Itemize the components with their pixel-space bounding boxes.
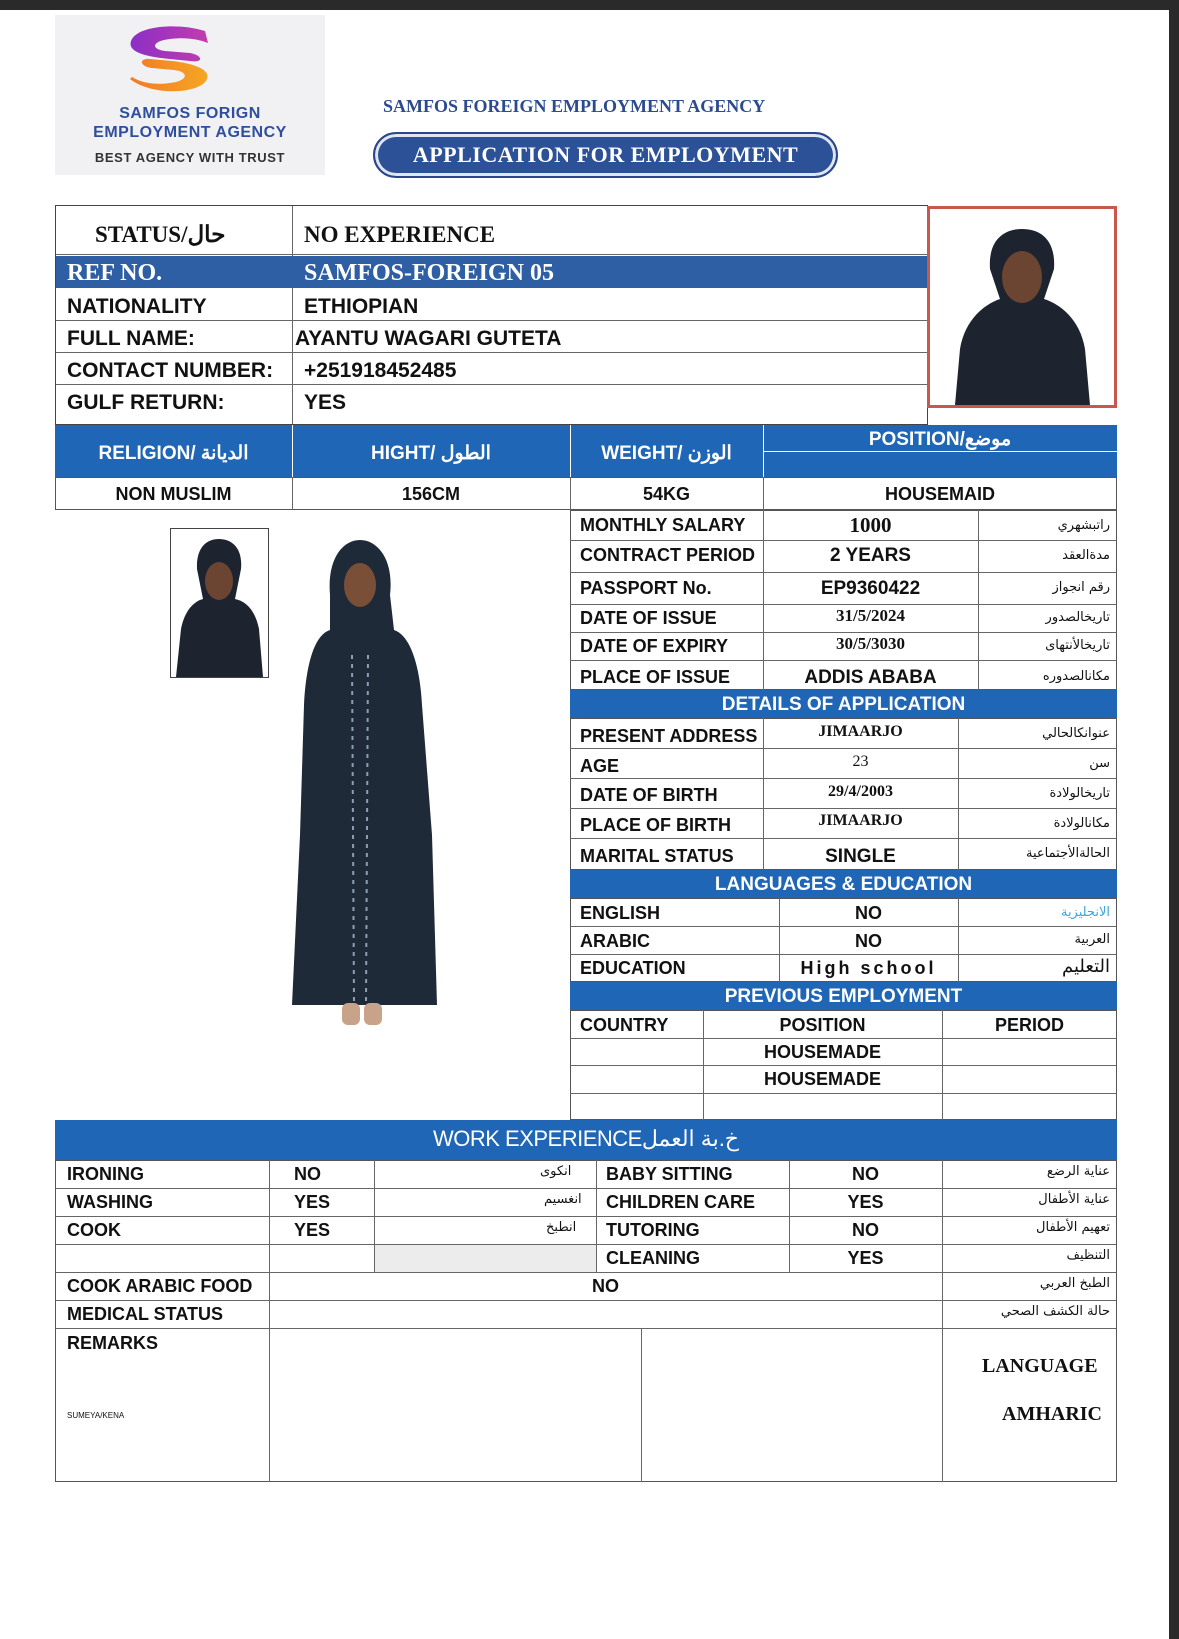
marital-value: SINGLE xyxy=(825,846,896,867)
address-value: JIMAARJO xyxy=(818,723,903,740)
education-arabic: التعليم xyxy=(1062,956,1110,977)
nationality-label: NATIONALITY xyxy=(67,295,207,318)
period-col-header: PERIOD xyxy=(994,1015,1064,1035)
salary-arabic: راتبشهري xyxy=(1057,518,1110,533)
logo-s-mark xyxy=(110,21,230,101)
age-label: AGE xyxy=(580,756,620,776)
tutoring-value: NO xyxy=(852,1220,879,1240)
arabic-arabic: العربية xyxy=(1074,932,1110,947)
issue-place-value: ADDIS ABABA xyxy=(804,667,937,688)
remarks-note: SUMEYA/KENA xyxy=(67,1411,125,1420)
weight-value: 54KG xyxy=(642,484,691,504)
baby-sitting-label: BABY SITTING xyxy=(606,1164,733,1184)
window-right-border xyxy=(1169,0,1179,1639)
issue-date-value: 31/5/2024 xyxy=(836,606,905,625)
address-label: PRESENT ADDRESS xyxy=(580,726,758,746)
applicant-small-photo xyxy=(170,528,269,678)
passport-value: EP9360422 xyxy=(820,578,921,599)
salary-label: MONTHLY SALARY xyxy=(580,515,746,535)
tutoring-arabic: تعهيم الأطفال xyxy=(1036,1220,1110,1235)
agency-logo xyxy=(55,15,325,175)
headshot-portrait xyxy=(930,209,1114,405)
ref-label: REF NO. xyxy=(67,260,163,286)
position-col-header: POSITION xyxy=(779,1015,866,1035)
contact-value: +251918452485 xyxy=(304,359,457,382)
cook-label: COOK xyxy=(67,1220,121,1240)
tutoring-label: TUTORING xyxy=(606,1220,700,1240)
language-value: AMHARIC xyxy=(1002,1403,1102,1425)
pob-value: JIMAARJO xyxy=(818,812,903,829)
previous-title: PREVIOUS EMPLOYMENT xyxy=(724,986,963,1007)
expiry-date-value: 30/5/3030 xyxy=(836,634,905,653)
logo-line-1: SAMFOS FORIGN xyxy=(119,105,261,122)
expiry-date-arabic: تاريخالأنتهاى xyxy=(1045,638,1110,653)
gulf-return-value: YES xyxy=(304,391,347,414)
children-care-value: YES xyxy=(847,1192,884,1212)
language-label: LANGUAGE xyxy=(982,1355,1098,1377)
issue-place-label: PLACE OF ISSUE xyxy=(580,667,731,687)
work-experience-title: WORK EXPERIENCEخ.بة العمل xyxy=(432,1126,740,1151)
medical-arabic: حالة الكشف الصحي xyxy=(1000,1304,1110,1319)
logo-line-2: EMPLOYMENT AGENCY xyxy=(93,124,287,141)
arabic-label: ARABIC xyxy=(580,931,650,951)
children-care-label: CHILDREN CARE xyxy=(606,1192,756,1212)
issue-place-arabic: مكانالصدوره xyxy=(1042,669,1110,684)
contact-label: CONTACT NUMBER: xyxy=(67,359,274,382)
religion-value: NON MUSLIM xyxy=(115,484,232,504)
weight-header: WEIGHT/ الوزن xyxy=(601,443,732,464)
dob-arabic: تاريخالولادة xyxy=(1049,786,1110,801)
window-top-border xyxy=(0,0,1179,10)
address-arabic: عنوانكالحالي xyxy=(1042,726,1110,741)
fullname-label: FULL NAME: xyxy=(67,327,195,350)
education-label: EDUCATION xyxy=(580,958,686,978)
arabic-food-arabic: الطبخ العربي xyxy=(1039,1276,1110,1291)
issue-date-arabic: تاريخالصدور xyxy=(1045,610,1110,625)
cleaning-label: CLEANING xyxy=(606,1248,700,1268)
cook-arabic: انطبخ xyxy=(546,1220,577,1235)
application-title: DETAILS OF APPLICATION xyxy=(721,694,966,715)
baby-sitting-arabic: عناية الرضع xyxy=(1046,1164,1110,1179)
english-arabic: الانجليزية xyxy=(1060,905,1110,920)
remarks-label: REMARKS xyxy=(67,1333,159,1353)
issue-date-label: DATE OF ISSUE xyxy=(580,608,717,628)
passport-label: PASSPORT No. xyxy=(580,578,712,598)
status-value: NO EXPERIENCE xyxy=(304,222,496,247)
previous-row-2-position: HOUSEMADE xyxy=(763,1069,881,1089)
cleaning-value: YES xyxy=(847,1248,884,1268)
dob-label: DATE OF BIRTH xyxy=(580,785,718,805)
education-value: High school xyxy=(800,958,937,978)
washing-value: YES xyxy=(294,1192,331,1212)
hight-value: 156CM xyxy=(401,484,461,504)
logo-tagline: BEST AGENCY WITH TRUST xyxy=(94,150,286,165)
status-label: STATUS/حال xyxy=(95,222,226,247)
nationality-value: ETHIOPIAN xyxy=(304,295,419,318)
washing-label: WASHING xyxy=(67,1192,154,1212)
contract-value: 2 YEARS xyxy=(830,545,911,566)
expiry-date-label: DATE OF EXPIRY xyxy=(580,636,729,656)
form-title: APPLICATION FOR EMPLOYMENT xyxy=(373,132,838,178)
arabic-food-value: NO xyxy=(592,1276,619,1296)
baby-sitting-value: NO xyxy=(852,1164,879,1184)
position-value: HOUSEMAID xyxy=(884,484,995,504)
salary-value: 1000 xyxy=(849,513,892,537)
application-form xyxy=(0,10,1169,1639)
washing-arabic: انغسيم xyxy=(544,1192,582,1207)
dob-value: 29/4/2003 xyxy=(828,783,893,800)
position-header: POSITION/موضع xyxy=(868,429,1012,450)
gulf-return-label: GULF RETURN: xyxy=(67,391,225,414)
pob-arabic: مكانالولادة xyxy=(1053,816,1110,831)
arabic-food-label: COOK ARABIC FOOD xyxy=(67,1276,253,1296)
applicant-full-body-photo xyxy=(282,535,437,1030)
small-photo-portrait xyxy=(171,529,268,677)
age-value: 23 xyxy=(852,753,869,770)
passport-arabic: رقم انجواز xyxy=(1052,580,1110,595)
marital-label: MARITAL STATUS xyxy=(580,846,734,866)
ironing-value: NO xyxy=(294,1164,321,1184)
ironing-arabic: انكوى xyxy=(540,1164,572,1179)
cleaning-arabic: التنظيف xyxy=(1066,1248,1110,1263)
contract-arabic: مدةالعقد xyxy=(1062,548,1110,563)
country-col-header: COUNTRY xyxy=(580,1015,669,1035)
fullname-value: AYANTU WAGARI GUTETA xyxy=(295,327,562,350)
ref-value: SAMFOS-FOREIGN 05 xyxy=(304,260,555,286)
marital-arabic: الحالةالأجتماعية xyxy=(1026,846,1110,861)
empty-shaded-cell xyxy=(375,1245,596,1272)
religion-header: RELIGION/ الديانة xyxy=(98,443,249,464)
age-arabic: سن xyxy=(1089,756,1110,771)
arabic-value: NO xyxy=(855,931,882,951)
languages-title: LANGUAGES & EDUCATION xyxy=(714,874,973,895)
contract-label: CONTRACT PERIOD xyxy=(580,545,755,565)
full-body-figure xyxy=(282,535,437,1030)
hight-header: HIGHT/ الطول xyxy=(371,443,491,464)
cook-value: YES xyxy=(294,1220,331,1240)
english-label: ENGLISH xyxy=(580,903,661,923)
previous-row-1-position: HOUSEMADE xyxy=(763,1042,881,1062)
ironing-label: IRONING xyxy=(67,1164,145,1184)
english-value: NO xyxy=(855,903,882,923)
applicant-headshot xyxy=(927,206,1117,408)
agency-name: SAMFOS FOREIGN EMPLOYMENT AGENCY xyxy=(383,96,766,116)
medical-label: MEDICAL STATUS xyxy=(67,1304,223,1324)
pob-label: PLACE OF BIRTH xyxy=(580,815,731,835)
children-care-arabic: عناية الأطفال xyxy=(1038,1192,1110,1207)
